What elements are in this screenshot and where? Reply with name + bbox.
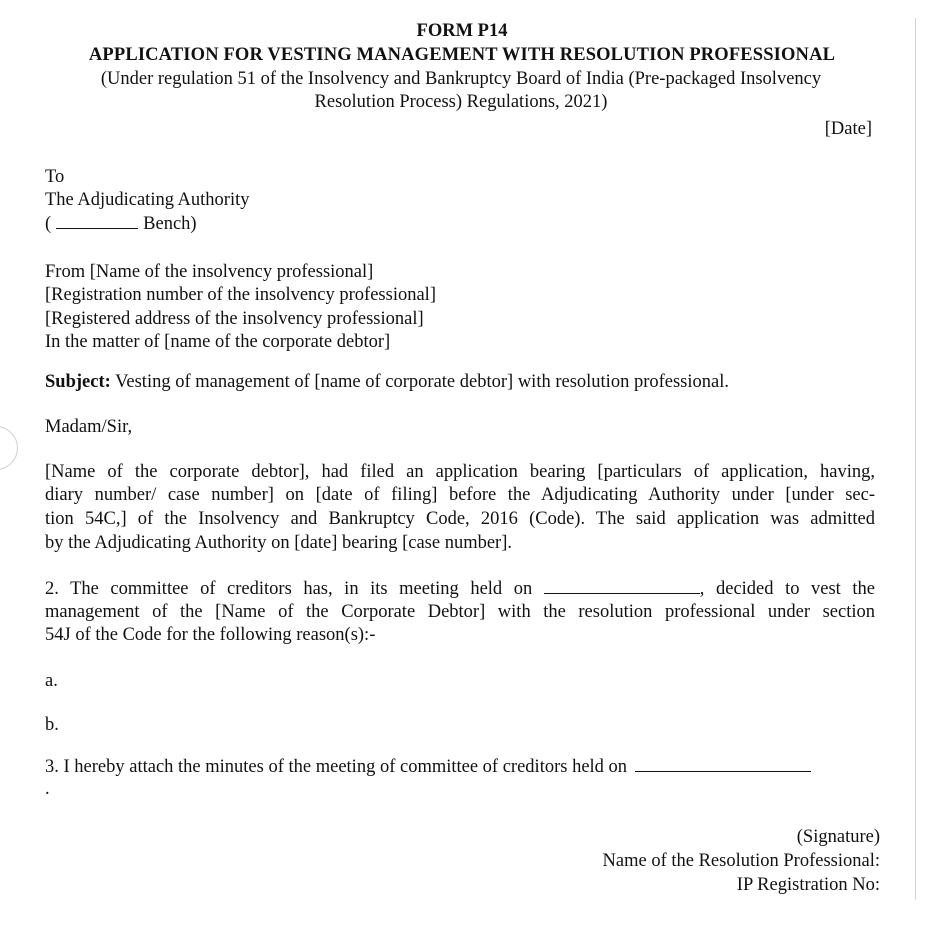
subject-label: Subject: — [45, 372, 111, 392]
sender-address: [Registered address of the insolvency professional] — [45, 309, 424, 329]
para1-line4: by the Adjudicating Authority on [date] bearing [case number]. — [45, 533, 512, 553]
meeting-date-blank — [544, 577, 700, 594]
para2-after: , decided to vest the — [699, 579, 875, 599]
para2-line2: management of the [Name of the Corporate Debtor] with the resolution professional under section — [45, 602, 875, 622]
subject-text: Vesting of management of [name of corporate debtor] with resolution professional. — [115, 372, 729, 392]
sender-registration: [Registration number of the insolvency professional] — [45, 285, 436, 305]
matter-line: In the matter of [name of the corporate debtor] — [45, 332, 391, 352]
salutation: Madam/Sir, — [45, 417, 133, 437]
addressee-authority: The Adjudicating Authority — [45, 190, 250, 210]
form-title: APPLICATION FOR VESTING MANAGEMENT WITH RESOLUTION PROFESSIONAL — [88, 45, 836, 65]
rp-name-label: Name of the Resolution Professional: — [602, 851, 880, 871]
para1-line1: [Name of the corporate debtor], had filed an application bearing [particulars of application, having, — [45, 462, 875, 482]
reason-a: a. — [45, 671, 58, 691]
para1-line2: diary number/ case number] on [date of filing] before the Adjudicating Authority under [under sec- — [45, 485, 875, 505]
regulation-line-1: (Under regulation 51 of the Insolvency and Bankruptcy Board of India (Pre-packaged Insolvency — [100, 69, 822, 89]
subject-line — [45, 371, 729, 395]
signature-label: (Signature) — [796, 827, 880, 847]
addressee-to: To — [45, 167, 65, 187]
regulation-line-2: Resolution Process) Regulations, 2021) — [314, 92, 608, 112]
para2-blank-group — [544, 579, 875, 599]
sender-name: From [Name of the insolvency professional] — [45, 262, 374, 282]
date-placeholder: [Date] — [824, 119, 872, 139]
para2-line1 — [45, 577, 875, 602]
addressee-bench — [45, 212, 197, 237]
para1-line3: tion 54C,] of the Insolvency and Bankruptcy Code, 2016 (Code). The said application was admitted — [45, 509, 875, 529]
ip-registration-label: IP Registration No: — [736, 875, 880, 895]
reason-b: b. — [45, 715, 59, 735]
bench-blank-line — [56, 212, 138, 229]
bench-open-paren: ( — [45, 214, 52, 234]
para2-line3: 54J of the Code for the following reason(s):- — [45, 625, 376, 645]
page-edge-line — [915, 18, 916, 900]
form-number: FORM P14 — [416, 21, 508, 41]
margin-circle-icon — [0, 426, 18, 470]
para2-before: 2. The committee of creditors has, in its meeting held on — [45, 579, 533, 599]
para3-line — [45, 755, 811, 780]
minutes-date-blank — [635, 755, 811, 772]
para3-text: 3. I hereby attach the minutes of the meeting of committee of creditors held on — [45, 757, 628, 777]
para3-trail: . — [45, 779, 50, 799]
bench-label: Bench) — [143, 214, 197, 234]
